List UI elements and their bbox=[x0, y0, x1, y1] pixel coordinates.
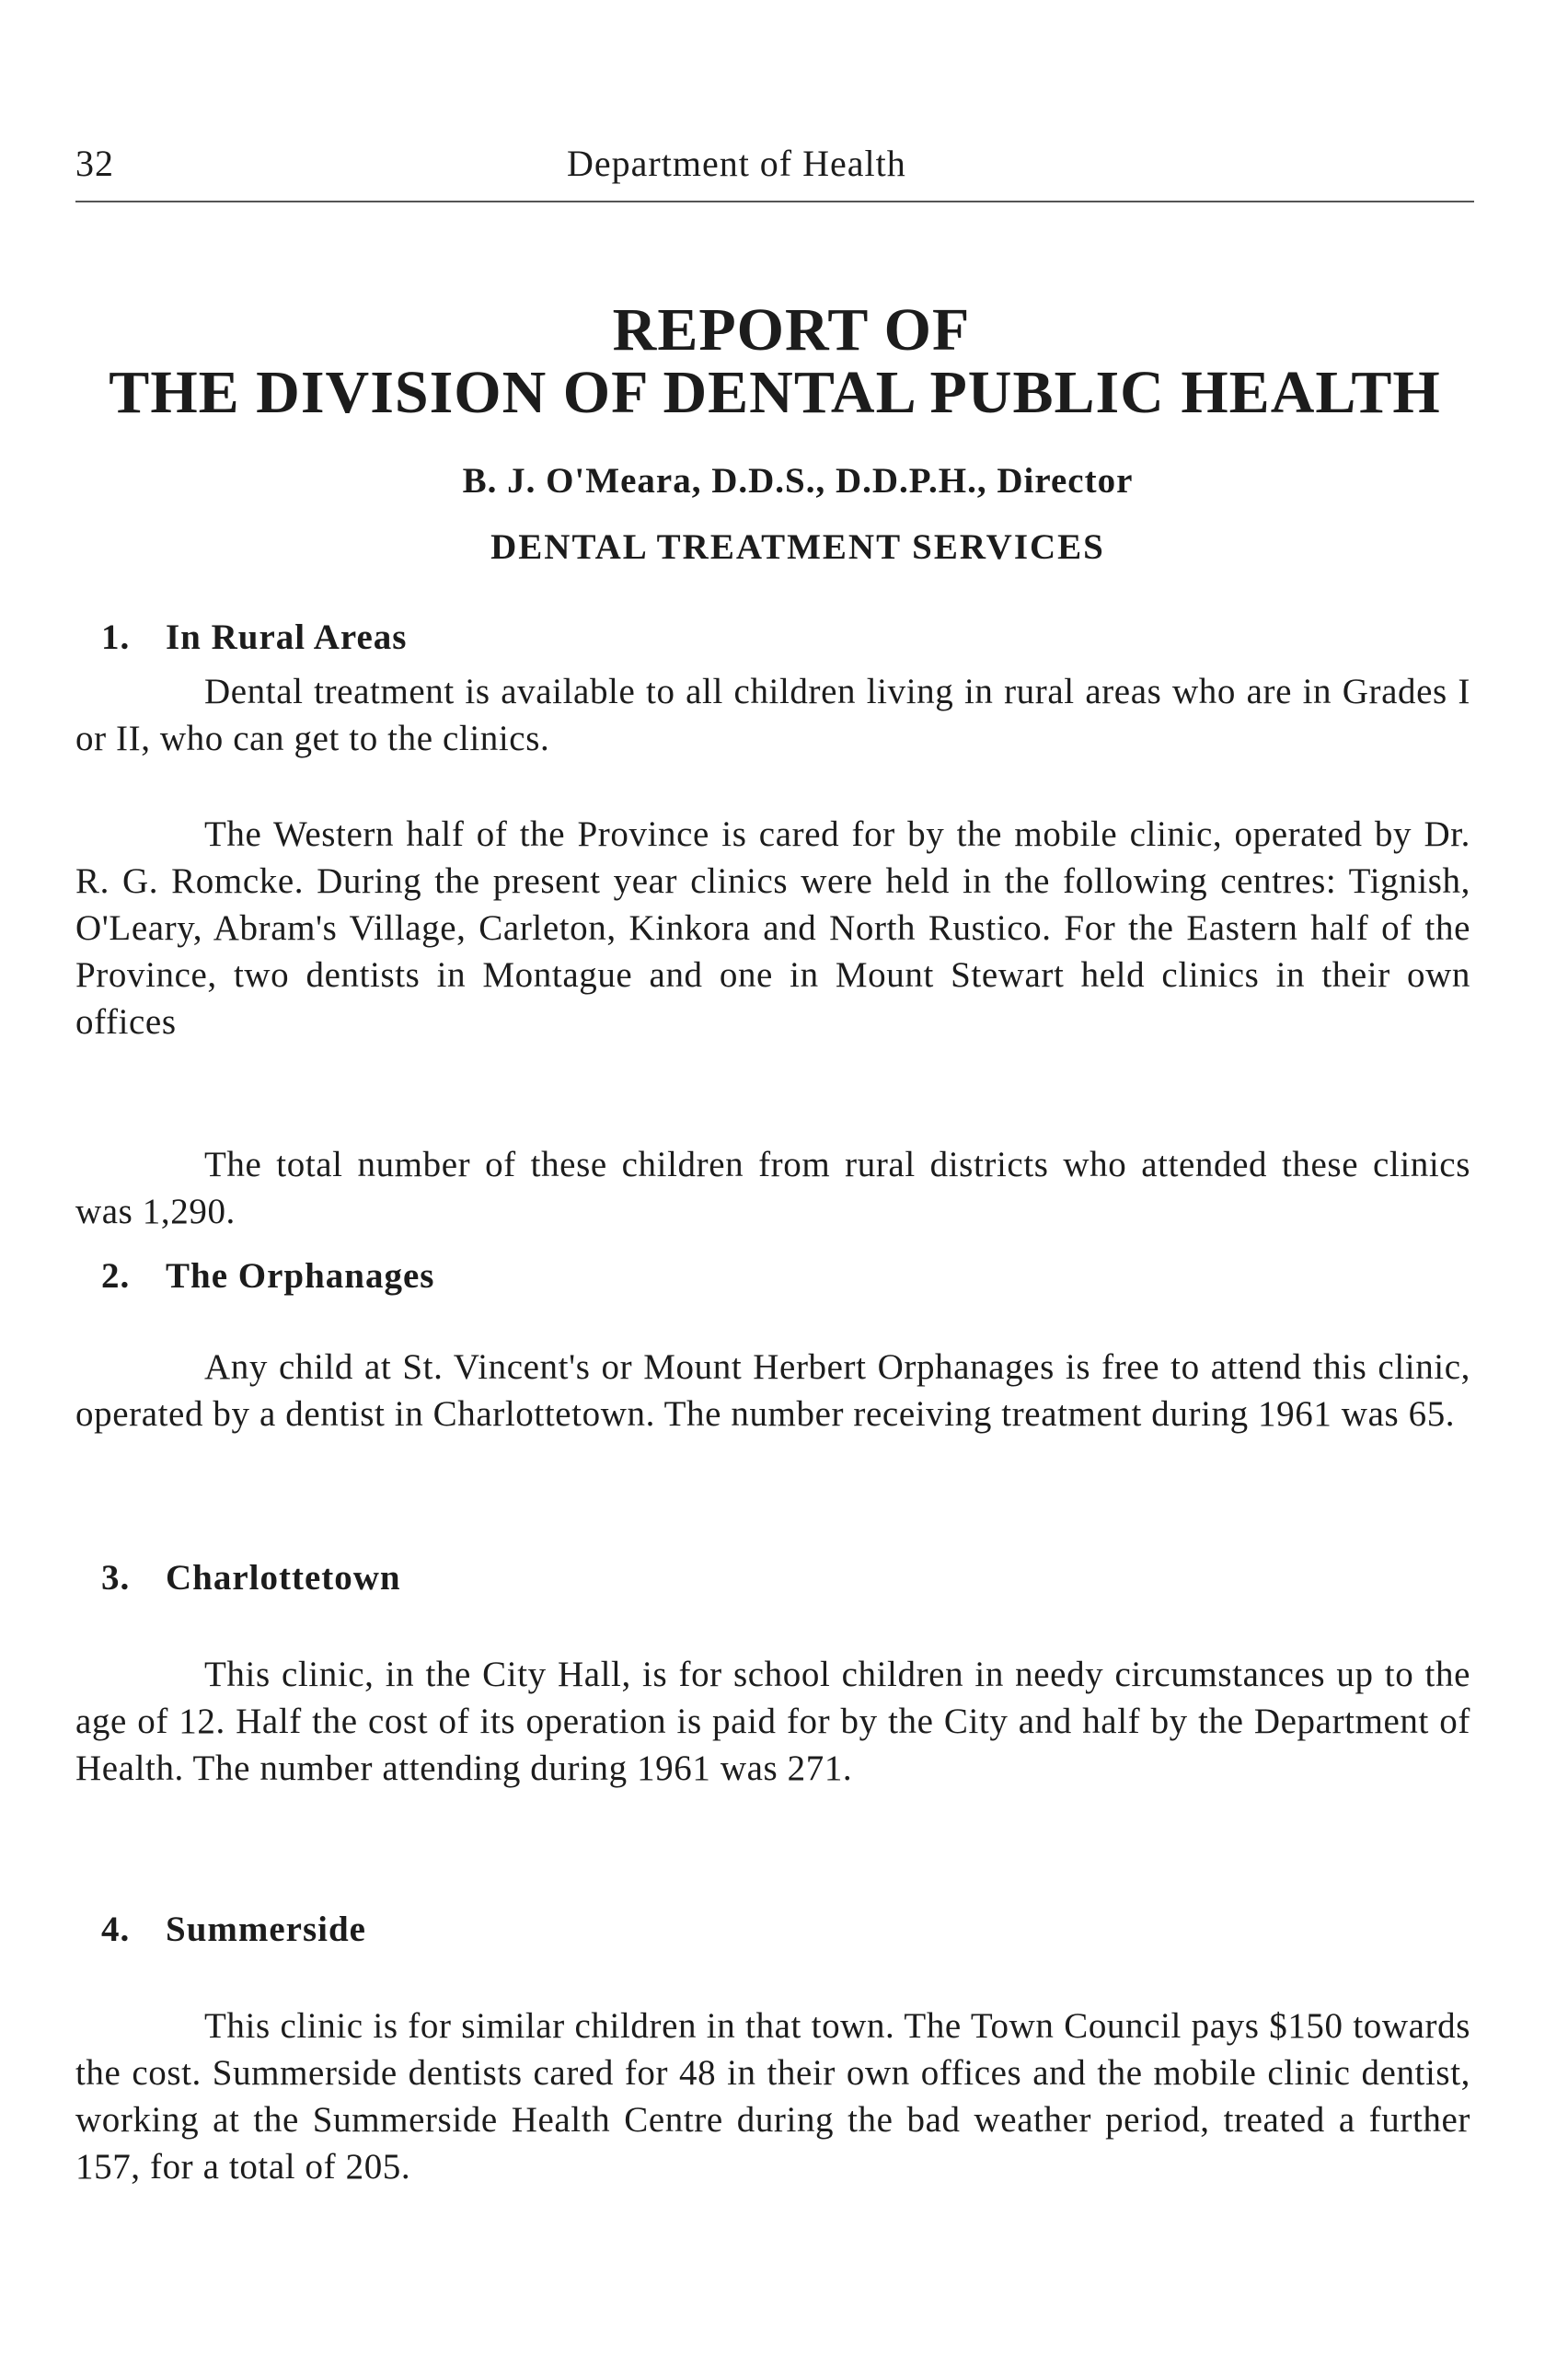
subheading-title: Summerside bbox=[166, 1910, 366, 1949]
subheading-number: 4. bbox=[101, 1910, 131, 1949]
report-title-line-2: THE DIVISION OF DENTAL PUBLIC HEALTH bbox=[109, 359, 1441, 426]
director-byline: B. J. O'Meara, D.D.S., D.D.P.H., Director bbox=[462, 461, 1134, 501]
subheading-rural-areas bbox=[101, 617, 407, 658]
running-header bbox=[75, 138, 1474, 197]
section-heading: DENTAL TREATMENT SERVICES bbox=[490, 527, 1105, 567]
paragraph: The total number of these children from rural districts who attended these clinics was 1,290. bbox=[75, 1145, 1470, 1231]
subheading-title: Charlottetown bbox=[166, 1558, 401, 1598]
subheading-summerside bbox=[101, 1909, 366, 1950]
paragraph: This clinic is for similar children in that town. The Town Council pays $150 towards the cost. Summerside dentists cared for 48 in their own offices and the mobile clinic dentist, working at the Summerside Health Centre during the bad weather period, treated a further 157, for a total of 205. bbox=[75, 2006, 1470, 2187]
paragraph: Any child at St. Vincent's or Mount Herbert Orphanages is free to attend this clinic, operated by a dentist in Charlottetown. The number receiving treatment during 1961 was 65. bbox=[75, 1347, 1470, 1434]
subheading-title: In Rural Areas bbox=[166, 617, 408, 657]
subheading-number: 1. bbox=[101, 617, 131, 657]
running-title: Department of Health bbox=[567, 143, 906, 184]
subheading-number: 2. bbox=[101, 1256, 131, 1296]
paragraph: Dental treatment is available to all children living in rural areas who are in Grades I or II, who can get to the clinics. bbox=[75, 672, 1470, 758]
subheading-number: 3. bbox=[101, 1558, 131, 1598]
subheading-title: The Orphanages bbox=[166, 1256, 435, 1296]
subheading-charlottetown bbox=[101, 1557, 401, 1598]
subheading-orphanages bbox=[101, 1255, 434, 1297]
page-number: 32 bbox=[75, 143, 114, 184]
header-rule bbox=[75, 201, 1474, 202]
report-title-line-1: REPORT OF bbox=[612, 296, 971, 364]
paragraph: This clinic, in the City Hall, is for school children in needy circumstances up to the age of 12. Half the cost of its operation is paid for by the City and half by the Department of Health. The number attending during 1961 was 271. bbox=[75, 1655, 1470, 1788]
paragraph: The Western half of the Province is cared for by the mobile clinic, operated by Dr. R. G. Romcke. During the present year clinics were held in the following centres: Tignish, O'Leary, Abram's Village, Carleton, Kinkora and North Rustico. For the Eastern half of the Province, two dentists in Montague and one in Mount Stewart held clinics in their own offices bbox=[75, 814, 1470, 1042]
